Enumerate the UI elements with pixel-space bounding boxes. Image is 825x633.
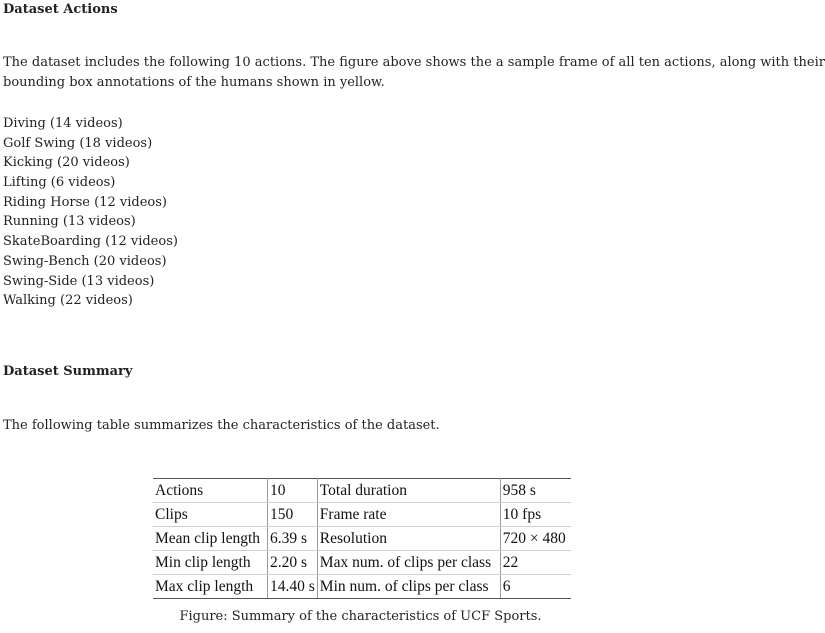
summary-intro-paragraph: The following table summarizes the characteristics of the dataset.	[3, 418, 440, 433]
table-cell: Mean clip length	[153, 527, 268, 551]
action-item-running: Running (13 videos)	[3, 214, 136, 230]
table-cell: Actions	[153, 479, 268, 503]
article	[3, 0, 825, 633]
table-cell: 10 fps	[500, 503, 571, 527]
table-cell: 6.39 s	[268, 527, 318, 551]
table-cell: 14.40 s	[268, 575, 318, 599]
table-cell: Clips	[153, 503, 268, 527]
dataset-actions-heading: Dataset Actions	[3, 2, 118, 17]
table-cell: Resolution	[317, 527, 500, 551]
table-row	[153, 575, 571, 599]
table-cell: Min num. of clips per class	[317, 575, 500, 599]
table-cell: 10	[268, 479, 318, 503]
dataset-summary-heading: Dataset Summary	[3, 364, 133, 379]
action-item-walking: Walking (22 videos)	[3, 293, 133, 309]
table-cell: Min clip length	[153, 551, 268, 575]
table-row	[153, 479, 571, 503]
table-cell: Total duration	[317, 479, 500, 503]
table-row	[153, 527, 571, 551]
actions-intro-line-1: The dataset includes the following 10 actions. The figure above shows the a sample frame of all ten actions, along with their	[3, 55, 825, 70]
table-cell: 22	[500, 551, 571, 575]
action-item-riding-horse: Riding Horse (12 videos)	[3, 194, 167, 210]
table-cell: Frame rate	[317, 503, 500, 527]
summary-table	[153, 478, 571, 599]
table-cell: 6	[500, 575, 571, 599]
table-caption: Figure: Summary of the characteristics of UCF Sports.	[179, 609, 542, 624]
action-item-golf-swing: Golf Swing (18 videos)	[3, 135, 153, 151]
table-row	[153, 551, 571, 575]
table-cell: Max num. of clips per class	[317, 551, 500, 575]
table-cell: 720 × 480	[500, 527, 571, 551]
action-item-skateboarding: SkateBoarding (12 videos)	[3, 234, 178, 250]
action-item-diving: Diving (14 videos)	[3, 116, 123, 131]
table-cell: Max clip length	[153, 575, 268, 599]
table-cell: 2.20 s	[268, 551, 318, 575]
action-item-kicking: Kicking (20 videos)	[3, 155, 130, 171]
action-item-swing-bench: Swing-Bench (20 videos)	[3, 253, 167, 269]
action-item-lifting: Lifting (6 videos)	[3, 175, 116, 191]
table-row	[153, 503, 571, 527]
action-item-swing-side: Swing-Side (13 videos)	[3, 273, 155, 289]
actions-intro-line-2: bounding box annotations of the humans shown in yellow.	[3, 75, 385, 90]
table-cell: 958 s	[500, 479, 571, 503]
action-list	[3, 114, 178, 311]
table-cell: 150	[268, 503, 318, 527]
actions-intro-paragraph	[3, 53, 825, 93]
